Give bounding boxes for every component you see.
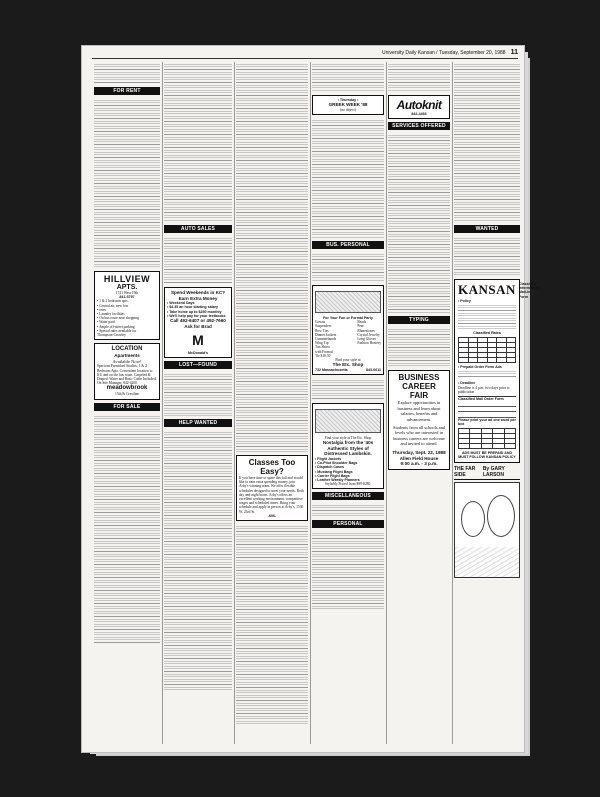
column-5 — [388, 62, 450, 746]
meadowbrook-title-2: Apartments — [114, 353, 140, 359]
etc-formal-item: Bow Ties — [315, 328, 329, 333]
classes-body: If you have time to spare this fall and would like to earn extra spending money, join Arby's winning team. We offer flexible schedules designed to meet your needs. Both day and night hours. Arby's offers an excellent working environment, competitive wages and scheduled times. Bring your schedule and apply in person at Arby's, 1530 W. 23rd St. — [239, 476, 304, 514]
filler-text — [94, 414, 160, 644]
filler-text — [94, 62, 160, 84]
classified-form-header — [458, 282, 539, 299]
section-header-auto-sales: AUTO SALES — [164, 225, 232, 233]
meadowbrook-body: Spacious Furnished Studios, 1 & 2 Bedroom Apts. Convenient location to KU and on the bus route. Carpeted & Draped. Water and Basic Cable Included. On Site Manager. 842-4200 — [97, 364, 157, 386]
etc-formal-slogan: Find your style at — [335, 358, 361, 363]
column-4 — [312, 62, 384, 746]
mcdonalds-item: • Take home up to $250 monthly — [167, 309, 222, 314]
filler-text — [312, 378, 384, 400]
classified-word-boxes[interactable] — [458, 428, 516, 449]
column-divider — [452, 62, 453, 744]
hillview-address: 1741 West 19th — [115, 291, 139, 295]
section-header-help-wanted: HELP WANTED — [164, 419, 232, 427]
classified-mail-title: Classified Mail Order Form — [458, 396, 516, 401]
greek-week-line-3: (no object) — [340, 107, 356, 112]
etc-formal-item: Dinner Jackets — [315, 332, 337, 337]
hillview-feature: • Laundry facilities — [97, 312, 125, 317]
etc-shop-leather-ad — [312, 403, 384, 489]
classified-prepaid-heading: • Prepaid Order Form Ads — [458, 365, 502, 370]
classified-form-fields[interactable] — [458, 401, 516, 418]
hillview-features — [97, 299, 157, 337]
career-fair-body: Explore opportunities in business and learn about salaries, benefits and advancement. — [397, 400, 441, 422]
cartoon-ground — [455, 547, 519, 577]
filler-text — [164, 372, 232, 416]
career-fair-place: Allen Field House — [399, 455, 439, 461]
etc-formal-phone: 843-0611 — [366, 367, 381, 372]
hillview-ad — [94, 271, 160, 340]
greek-week-ad — [312, 95, 384, 115]
career-fair-title-3: FAIR — [409, 391, 429, 401]
meadowbrook-logo-sub: 15th & Crestline — [115, 392, 139, 397]
column-divider — [310, 62, 311, 744]
autoknit-phone: 842-4466 — [411, 112, 427, 116]
page-number: 11 — [510, 49, 518, 56]
hillview-feature: • On bus route near shopping — [97, 316, 139, 321]
column-3 — [236, 62, 308, 746]
header-rule — [92, 58, 518, 59]
column-6 — [454, 62, 539, 746]
mcdonalds-item: • Weekend Days — [167, 301, 195, 306]
etc-leather-slogan: Find your style at The Etc. Shop — [324, 436, 372, 441]
filler-text — [164, 430, 232, 690]
meadowbrook-title-3: Available Now! — [112, 358, 142, 364]
etc-shop-formal-ad — [312, 285, 384, 375]
mcdonalds-item: • $4.35 an hour starting salary — [167, 305, 218, 310]
classified-rates-table — [458, 337, 516, 363]
etc-leather-item: • Leather Weekly Planners — [315, 478, 360, 483]
newspaper-page — [82, 46, 539, 752]
etc-formal-item: Pear — [357, 324, 364, 329]
meadowbrook-logo: meadowbrook — [106, 385, 148, 392]
etc-leather-price: Stylishly Priced from $99-$280. — [324, 482, 372, 487]
etc-formal-item: Rhinestones — [357, 328, 375, 333]
masthead-dateline: University Daily Kansan / Tuesday, September 20, 1988 — [382, 50, 506, 56]
column-2 — [164, 62, 232, 746]
classes-too-easy-ad — [236, 455, 308, 521]
etc-formal-item: Long Gloves — [357, 337, 376, 342]
hillview-phone: 841-5797 — [119, 295, 135, 300]
classified-deadline-text: Deadline is 4 p.m. two days prior to publication — [458, 385, 510, 394]
hillview-name: HILLVIEW — [103, 274, 151, 284]
mcdonalds-arches-logo: M — [192, 332, 204, 349]
section-header-services-offered: SERVICES OFFERED — [388, 122, 450, 130]
filler-text — [236, 524, 308, 724]
filler-text — [454, 62, 520, 222]
etc-leather-item: • Carrier Flight Bags — [315, 473, 350, 478]
filler-text — [164, 62, 232, 222]
etc-leather-title: Authentic Styles of Distressed Lambskin. — [324, 445, 372, 457]
etc-leather-item: • Co-Pilot Shoulder Bags — [315, 461, 358, 466]
career-fair-time: 9:00 a.m. - 3 p.m. — [400, 461, 438, 467]
mcdonalds-logo-text: McDonald's — [187, 351, 209, 356]
etc-formal-items — [315, 320, 381, 358]
etc-formal-item: Tie $18.50 — [315, 353, 331, 358]
column-1 — [94, 62, 160, 746]
meadowbrook-ad — [94, 343, 160, 399]
section-header-bus-personal: BUS. PERSONAL — [312, 241, 384, 249]
column-divider — [162, 62, 163, 744]
classes-code: -606- — [267, 513, 277, 518]
far-side-byline: By GARY LARSON — [482, 465, 505, 478]
filler-text — [236, 62, 308, 452]
far-side-header — [454, 466, 520, 480]
mcdonalds-item: • We'll help pay for your textbooks — [167, 313, 226, 318]
filler-text — [164, 236, 232, 284]
hillview-feature: Thompson-Crowley — [97, 333, 126, 338]
classified-form-footer: ADS MUST BE PREPAID AND MUST FOLLOW KANSAN POLICY — [458, 451, 516, 460]
filler-text — [388, 133, 450, 313]
meadowbrook-title: LOCATION — [111, 346, 143, 353]
etc-formal-item: Cummerbunds — [315, 337, 337, 342]
filler-text — [388, 62, 450, 92]
classified-policy-heading: • Policy — [458, 298, 471, 303]
autoknit-logo: Autoknit — [396, 98, 442, 112]
column-divider — [234, 62, 235, 744]
classified-mail-in-form — [454, 279, 539, 463]
classified-print-prompt: Please print your ad one word per box — [458, 417, 516, 426]
far-side-cartoon — [454, 482, 520, 578]
etc-formal-item: Tux Shirts — [315, 345, 330, 350]
hillview-feature: • Central air, new low — [97, 303, 129, 308]
section-header-for-rent: FOR RENT — [94, 87, 160, 95]
filler-text — [312, 62, 384, 92]
far-side-title: THE FAR SIDE — [454, 465, 476, 478]
leather-jacket-illustration — [315, 409, 381, 433]
mcdonalds-ad — [164, 287, 232, 358]
greek-week-line-2: GREEK WEEK '88 — [328, 102, 368, 108]
kansan-logo: KANSAN — [458, 282, 516, 298]
filler-text — [312, 118, 384, 238]
section-header-typing: TYPING — [388, 316, 450, 324]
filler-text — [458, 303, 516, 329]
career-fair-ad — [388, 370, 450, 470]
hillview-feature: • Water paid — [97, 320, 115, 325]
etc-formal-item: Wing Tip — [315, 341, 329, 346]
cartoon-figure — [461, 501, 485, 537]
classified-form-subtitle: Mail-In Form — [518, 290, 531, 299]
mcdonalds-items — [167, 301, 229, 318]
classified-deadline-heading: • Deadline — [458, 381, 476, 386]
etc-leather-items — [315, 457, 381, 482]
hillview-feature: • rates — [97, 307, 106, 312]
career-fair-date: Thursday, Sept. 22, 1988 — [392, 449, 446, 455]
filler-text — [312, 503, 384, 517]
etc-leather-item: • Flight Jackets — [315, 457, 342, 462]
etc-formal-name: The Etc. Shop — [332, 362, 364, 368]
filler-text — [454, 236, 520, 276]
etc-formal-item: with Formal — [315, 349, 333, 354]
career-fair-title-1: BUSINESS — [398, 373, 440, 383]
column-divider — [386, 62, 387, 744]
classified-rates-heading: Classified Rates — [473, 331, 501, 336]
hillview-sub: APTS. — [116, 284, 138, 291]
greek-week-line-1: • Thursday • — [337, 98, 359, 102]
hillview-feature: • Special rates available for — [97, 328, 137, 333]
hillview-feature: • Ample off-street parking — [97, 324, 135, 329]
etc-formal-item: Suspenders — [315, 324, 332, 329]
mcdonalds-call: Call 492-6407 or 492-7660 Ask for Brad — [170, 318, 226, 329]
dancers-illustration — [315, 291, 381, 313]
etc-leather-item: • Mustang Flight Bags — [315, 469, 353, 474]
filler-text — [312, 252, 384, 282]
mcdonalds-headline: Spend Weekends in KC? Earn Extra Money — [170, 290, 226, 301]
etc-leather-item: • Dispatch Cases — [315, 465, 345, 470]
etc-formal-intro: For Your Fun or Formal Party — [323, 316, 373, 320]
etc-formal-item: Gowns — [315, 320, 326, 325]
section-header-wanted: WANTED — [454, 225, 520, 233]
etc-formal-item: Crystal Jewelry — [357, 332, 380, 337]
autoknit-ad — [388, 95, 450, 119]
filler-text — [94, 98, 160, 268]
section-header-personal: PERSONAL — [312, 520, 384, 528]
section-header-for-sale: FOR SALE — [94, 403, 160, 411]
hillview-feature: • 1 & 2 bedroom apts. — [97, 299, 129, 304]
section-header-lost-found: LOST—FOUND — [164, 361, 232, 369]
career-fair-title-2: CAREER — [402, 382, 436, 392]
etc-formal-item: Beads — [357, 320, 367, 325]
etc-formal-item: Fashion Hosiery — [357, 341, 381, 346]
filler-text — [388, 327, 450, 367]
filler-text — [458, 369, 516, 379]
career-fair-body-2: Students from all schools and levels who are interested in business careers are welcome and invited to attend. — [393, 424, 445, 447]
filler-text — [312, 531, 384, 611]
etc-leather-headline: Nostalgia from the '40s — [322, 440, 374, 446]
section-header-miscellaneous: MISCELLANEOUS — [312, 492, 384, 500]
etc-formal-address: 732 Massachusetts — [315, 367, 348, 372]
cartoon-figure — [487, 495, 515, 537]
etc-formal-contact — [315, 368, 381, 372]
classes-headline: Classes Too Easy? — [248, 458, 296, 476]
classified-form-title: Classified Information — [518, 282, 539, 291]
